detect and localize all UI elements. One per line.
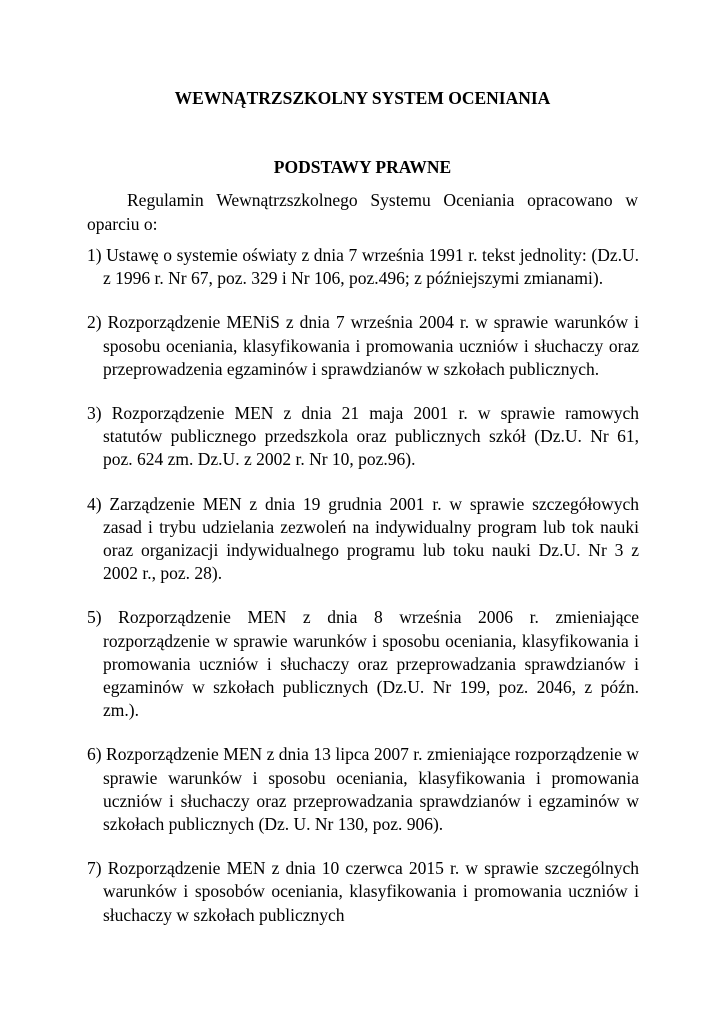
legal-reference-item: 7) Rozporządzenie MEN z dnia 10 czerwca 2015 r. w sprawie szczególnych warunków i sposobów oceniania, klasyfikowania i promowania uczniów i słuchaczy w szkołach publicznych [87,858,639,925]
section-heading: PODSTAWY PRAWNE [273,157,452,177]
legal-reference-item: 1) Ustawę o systemie oświaty z dnia 7 września 1991 r. tekst jednolity: (Dz.U. z 1996 r. Nr 67, poz. 329 i Nr 106, poz.496; z późniejszymi zmianami). [87,245,639,289]
legal-reference-item: 3) Rozporządzenie MEN z dnia 21 maja 2001 r. w sprawie ramowych statutów publicznego przedszkola oraz publicznych szkół (Dz.U. Nr 61, poz. 624 zm. Dz.U. z 2002 r. Nr 10, poz.96). [87,403,639,470]
legal-references-list [87,244,639,948]
legal-reference-item: 4) Zarządzenie MEN z dnia 19 grudnia 2001 r. w sprawie szczegółowych zasad i trybu udzielania zezwoleń na indywidualny program lub tok nauki oraz organizacji indywidualnego programu lub toku nauki Dz.U. Nr 3 z 2002 r., poz. 28). [87,493,639,584]
legal-reference-item: 5) Rozporządzenie MEN z dnia 8 września 2006 r. zmieniające rozporządzenie w sprawie warunków i sposobu oceniania, klasyfikowania i promowania uczniów i słuchaczy oraz przeprowadzania sprawdzianów i egzaminów w szkołach publicznych (Dz.U. Nr 199, poz. 2046, z późn. zm.). [87,607,639,721]
intro-paragraph: Regulamin Wewnątrzszkolnego Systemu Oceniania opracowano w oparciu o: [87,190,638,234]
document-title: WEWNĄTRZSZKOLNY SYSTEM OCENIANIA [174,88,551,108]
legal-reference-item: 6) Rozporządzenie MEN z dnia 13 lipca 2007 r. zmieniające rozporządzenie w sprawie warunków i sposobu oceniania, klasyfikowania i promowania uczniów i słuchaczy oraz przeprowadzania sprawdzianów i egzaminów w szkołach publicznych (Dz. U. Nr 130, poz. 906). [87,744,639,835]
legal-reference-item: 2) Rozporządzenie MENiS z dnia 7 września 2004 r. w sprawie warunków i sposobu oceniania, klasyfikowania i promowania uczniów i słuchaczy oraz przeprowadzenia egzaminów i sprawdzianów w szkołach publicznych. [87,312,639,379]
